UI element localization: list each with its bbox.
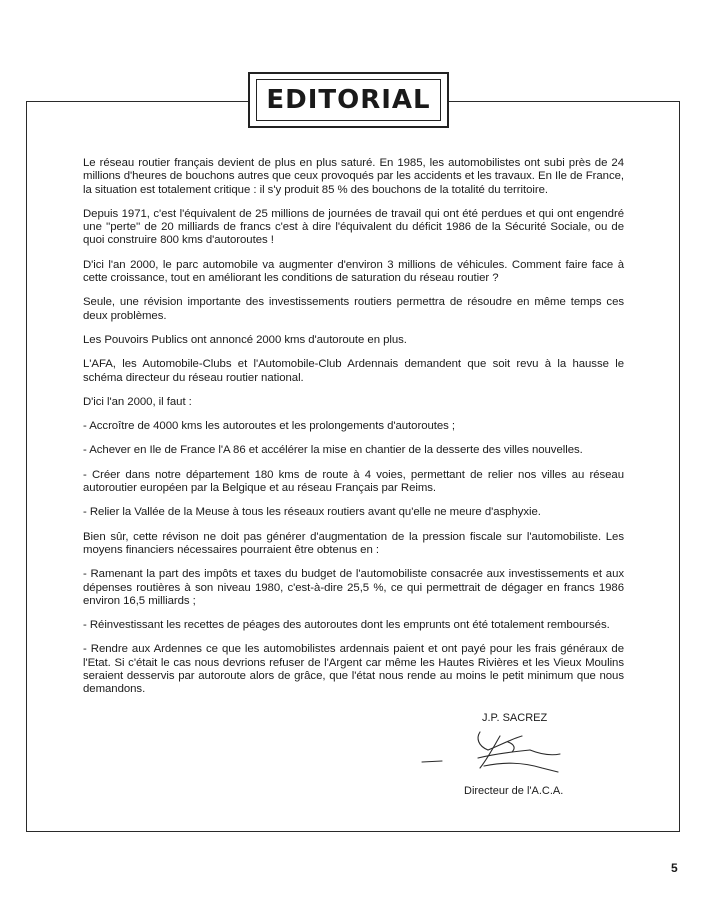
paragraph: Seule, une révision importante des investissements routiers permettra de résoudre en même temps ces deux problèmes. (83, 296, 624, 322)
article-body (83, 157, 624, 708)
page-number: 5 (671, 861, 678, 875)
list-item: - Ramenant la part des impôts et taxes du budget de l'automobiliste consacrée aux investissements et aux dépenses routières à son niveau 1980, c'est-à-dire 25,5 %, ce qui permettrait de dégager en francs 1986 environ 16,5 milliards ; (83, 568, 624, 607)
paragraph: L'AFA, les Automobile-Clubs et l'Automobile-Club Ardennais demandent que soit revu à la hausse le schéma directeur du réseau routier national. (83, 358, 624, 384)
signatory-name: J.P. SACREZ (482, 712, 548, 724)
list-item: - Relier la Vallée de la Meuse à tous les réseaux routiers avant qu'elle ne meure d'asphyxie. (83, 506, 541, 519)
page-title: EDITORIAL (256, 79, 441, 121)
paragraph: D'ici l'an 2000, il faut : (83, 395, 192, 408)
list-item: - Accroître de 4000 kms les autoroutes et les prolongements d'autoroutes ; (83, 420, 456, 433)
handwritten-signature (418, 728, 568, 778)
paragraph: Le réseau routier français devient de plus en plus saturé. En 1985, les automobilistes ont subi près de 24 millions d'heures de bouchons autres que ceux provoqués par les accidents et les travaux. En Ile de France, la situation est totalement critique : il s'y produit 85 % des bouchons de la totalité du territoire. (83, 157, 624, 196)
title-box (248, 72, 449, 128)
list-item: - Achever en Ile de France l'A 86 et accélérer la mise en chantier de la desserte des villes nouvelles. (83, 444, 583, 457)
list-item: - Créer dans notre département 180 kms de route à 4 voies, permettant de relier nos villes au réseau autoroutier européen par la Belgique et au réseau Français par Reims. (83, 468, 624, 495)
paragraph: D'ici l'an 2000, le parc automobile va augmenter d'environ 3 millions de véhicules. Comment faire face à cette croissance, tout en améliorant les conditions de saturation du réseau routier ? (83, 258, 624, 285)
paragraph: Bien sûr, cette révison ne doit pas générer d'augmentation de la pression fiscale sur l'automobiliste. Les moyens financiers nécessaires pourraient être obtenus en : (83, 530, 624, 556)
paragraph: Depuis 1971, c'est l'équivalent de 25 millions de journées de travail qui ont été perdues et qui ont engendré une ''perte'' de 20 milliards de francs c'est à dire l'équivalent du déficit 1986 de la Sécurité Sociale, ou de quoi construire 800 kms d'autoroutes ! (83, 207, 624, 247)
signatory-role: Directeur de l'A.C.A. (464, 785, 564, 797)
list-item: - Réinvestissant les recettes de péages des autoroutes dont les emprunts ont été totalement remboursés. (83, 619, 610, 632)
paragraph: Les Pouvoirs Publics ont annoncé 2000 kms d'autoroute en plus. (83, 333, 407, 346)
list-item: - Rendre aux Ardennes ce que les automobilistes ardennais paient et ont payé pour les frais généraux de l'Etat. Si c'était le cas nous devrions refuser de l'Argent car même les Hautes Rivières et les Vieux Moulins seraient desservis par autoroute alors de grâce, que l'état nous rende au moins le petit minimum que nous demandons. (83, 643, 624, 696)
